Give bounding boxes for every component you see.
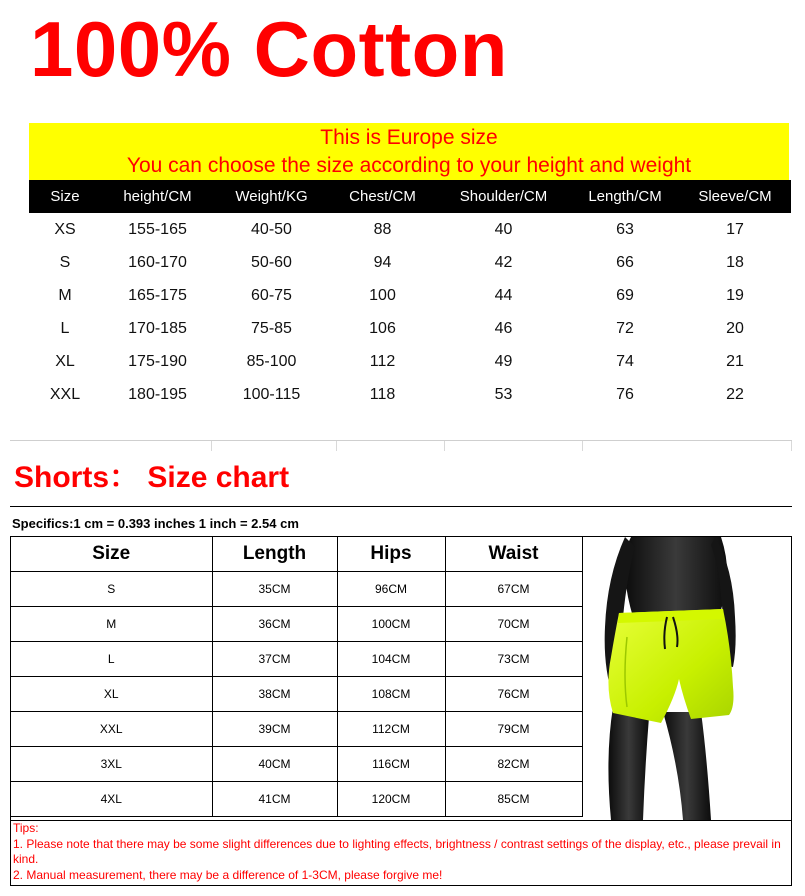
left-leg-shape: [608, 707, 649, 820]
table-row: [29, 279, 791, 312]
cell: 118: [369, 385, 396, 403]
cell: 35CM: [212, 572, 337, 607]
cell: 3XL: [11, 747, 212, 782]
cell: 49: [494, 352, 513, 370]
cell: 20: [726, 319, 744, 337]
cell: 100: [369, 286, 396, 304]
cell: 100CM: [337, 607, 445, 642]
cell: 44: [494, 286, 513, 304]
cell: 50-60: [251, 253, 292, 271]
cell: M: [58, 286, 72, 304]
cell: 38CM: [212, 677, 337, 712]
cell: 39CM: [212, 712, 337, 747]
cell: 69: [616, 286, 634, 304]
divider-tick: [582, 441, 583, 451]
section-divider: [10, 440, 792, 441]
cell: XL: [11, 677, 212, 712]
banner-line-2: You can choose the size according to your height and weight: [126, 154, 692, 177]
cell: 155-165: [128, 220, 187, 238]
cell: 67CM: [445, 572, 582, 607]
cell: 112CM: [337, 712, 445, 747]
cell: 175-190: [128, 352, 187, 370]
cell: 53: [494, 385, 513, 403]
cell: 112: [369, 352, 396, 370]
shorts-header-row: [11, 537, 582, 572]
page-title: 100% Cotton: [30, 5, 508, 93]
europe-size-banner: [29, 123, 789, 180]
col-size: Size: [29, 180, 101, 213]
cell: 74: [616, 352, 634, 370]
cell: 165-175: [128, 286, 187, 304]
col-sleeve: Sleeve/CM: [679, 180, 791, 213]
table-row: [11, 712, 582, 747]
cell: 37CM: [212, 642, 337, 677]
cell: M: [11, 607, 212, 642]
title-underline: [10, 506, 792, 507]
cell: 96CM: [337, 572, 445, 607]
cell: 120CM: [337, 782, 445, 817]
cell: 40: [494, 220, 513, 238]
product-photo: [583, 537, 791, 820]
europe-size-table: [29, 180, 791, 411]
cell: XXL: [11, 712, 212, 747]
cell: 40-50: [251, 220, 292, 238]
cell: 66: [616, 253, 634, 271]
col-chest: Chest/CM: [329, 180, 436, 213]
tips-box: [10, 820, 792, 886]
cell: 94: [373, 253, 392, 271]
unit-conversion-note: Specifics:1 cm = 0.393 inches 1 inch = 2.54 cm: [12, 516, 299, 531]
tips-heading: Tips:: [13, 821, 39, 835]
cell: 88: [373, 220, 392, 238]
cell: 116CM: [337, 747, 445, 782]
col-waist: Waist: [445, 537, 582, 572]
cell: 75-85: [251, 319, 292, 337]
cell: 79CM: [445, 712, 582, 747]
cell: 60-75: [251, 286, 292, 304]
banner-line-1: This is Europe size: [320, 126, 498, 149]
shorts-model-illustration: [583, 537, 791, 820]
right-leg-shape: [663, 712, 711, 820]
cell: 41CM: [212, 782, 337, 817]
cell: 170-185: [128, 319, 187, 337]
col-size: Size: [11, 537, 212, 572]
cell: 85CM: [445, 782, 582, 817]
tips-line-1: 1. Please note that there may be some slight differences due to lighting effects, brightness / contrast settings of the display, etc., please prevail in kind.: [13, 836, 781, 866]
cell: 4XL: [11, 782, 212, 817]
cell: 82CM: [445, 747, 582, 782]
shorts-size-table: [11, 537, 583, 817]
divider-tick: [336, 441, 337, 451]
cell: 22: [726, 385, 744, 403]
col-weight: Weight/KG: [214, 180, 329, 213]
divider-tick: [211, 441, 212, 451]
cell: 46: [494, 319, 513, 337]
table-row: [29, 378, 791, 411]
table-row: [29, 246, 791, 279]
cell: 180-195: [128, 385, 187, 403]
cell: S: [11, 572, 212, 607]
cell: 73CM: [445, 642, 582, 677]
table-row: [11, 572, 582, 607]
cell: XS: [54, 220, 76, 238]
cell: L: [11, 642, 212, 677]
divider-tick: [444, 441, 445, 451]
cell: 85-100: [246, 352, 297, 370]
cell: 40CM: [212, 747, 337, 782]
cell: 100-115: [242, 385, 301, 403]
cell: 18: [726, 253, 744, 271]
tips-line-2: 2. Manual measurement, there may be a difference of 1-3CM, please forgive me!: [13, 867, 443, 882]
cell: S: [59, 253, 71, 271]
cell: 17: [726, 220, 744, 238]
cell: 19: [726, 286, 744, 304]
torso-shape: [625, 537, 728, 617]
cell: XL: [55, 352, 75, 370]
col-hips: Hips: [337, 537, 445, 572]
table-row: [11, 677, 582, 712]
cell: 21: [726, 352, 744, 370]
cell: 70CM: [445, 607, 582, 642]
table-row: [29, 345, 791, 378]
shorts-size-chart-title: Shorts： Size chart: [14, 461, 290, 494]
cell: 160-170: [128, 253, 187, 271]
cell: 76: [616, 385, 634, 403]
cell: L: [60, 319, 70, 337]
cell: 106: [369, 319, 396, 337]
cell: 42: [494, 253, 513, 271]
cell: 72: [616, 319, 634, 337]
col-shoulder: Shoulder/CM: [436, 180, 571, 213]
cell: 104CM: [337, 642, 445, 677]
table-row: [11, 782, 582, 817]
cell: 63: [616, 220, 634, 238]
cell: 76CM: [445, 677, 582, 712]
table-row: [29, 312, 791, 345]
divider-tick: [791, 441, 792, 451]
table-row: [29, 213, 791, 246]
col-height: height/CM: [101, 180, 214, 213]
table-row: [11, 747, 582, 782]
europe-header-row: [29, 180, 791, 213]
table-row: [11, 607, 582, 642]
table-row: [11, 642, 582, 677]
col-length: Length: [212, 537, 337, 572]
cell: 36CM: [212, 607, 337, 642]
cell: 108CM: [337, 677, 445, 712]
cell: XXL: [49, 385, 81, 403]
col-length: Length/CM: [571, 180, 679, 213]
